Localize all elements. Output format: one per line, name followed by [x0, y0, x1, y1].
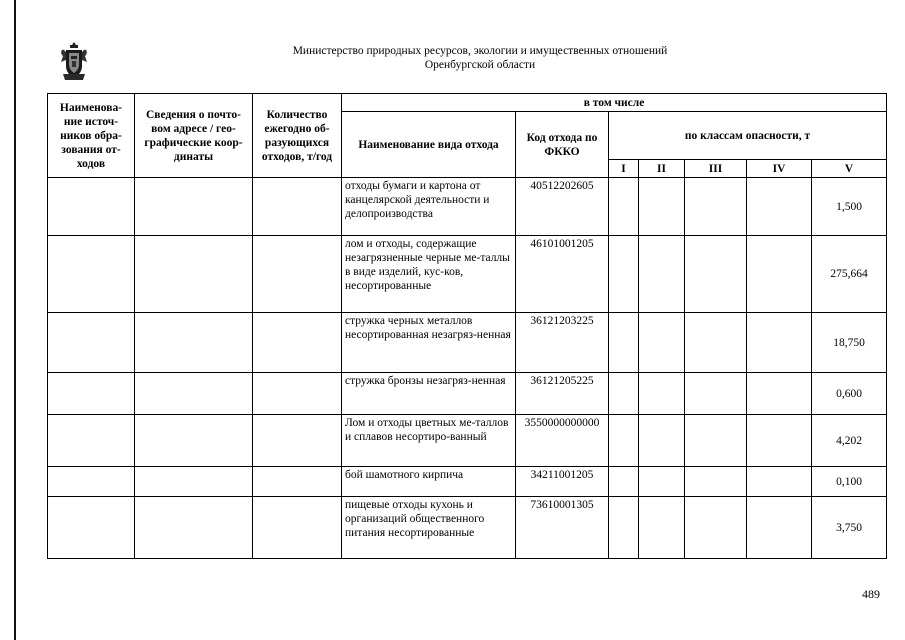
- ministry-name: Министерство природных ресурсов, экологии и имущественных отношений: [292, 45, 668, 57]
- waste-name-cell: пищевые отходы кухонь и организаций общественного питания несортированные: [342, 497, 516, 559]
- header-waste-type: Наименование вида отхода: [342, 112, 516, 178]
- fkko-code-cell: 3550000000000: [516, 415, 609, 467]
- waste-name-cell: стружка черных металлов несортированная незагряз-ненная: [342, 313, 516, 373]
- header-class-iv: IV: [747, 160, 812, 178]
- class-v-cell: 18,750: [812, 313, 887, 373]
- table-row: [48, 497, 887, 559]
- region-name: Оренбургской области: [424, 59, 536, 71]
- table-row: [48, 373, 887, 415]
- coat-of-arms-emblem: [59, 40, 89, 84]
- waste-name-cell: отходы бумаги и картона от канцелярской деятельности и делопроизводства: [342, 178, 516, 236]
- header-fkko-code: Код отхода по ФККО: [516, 112, 609, 178]
- class-v-cell: 1,500: [812, 178, 887, 236]
- class-v-cell: 275,664: [812, 236, 887, 313]
- class-v-cell: 4,202: [812, 415, 887, 467]
- header-hazard-classes: по классам опасности, т: [609, 112, 887, 160]
- header-quantity: Количество ежегодно об-разующихся отходов, т/год: [253, 94, 342, 178]
- margin-line: [14, 0, 16, 640]
- header-class-iii: III: [685, 160, 747, 178]
- class-v-cell: 0,100: [812, 467, 887, 497]
- header-source-name: Наименова-ние источ-ников обра-зования от-ходов: [48, 94, 135, 178]
- header-including: в том числе: [342, 94, 887, 112]
- header-class-v: V: [812, 160, 887, 178]
- waste-table: [47, 93, 887, 559]
- fkko-code-cell: 34211001205: [516, 467, 609, 497]
- waste-name-cell: стружка бронзы незагряз-ненная: [342, 373, 516, 415]
- waste-name-cell: бой шамотного кирпича: [342, 467, 516, 497]
- fkko-code-cell: 36121205225: [516, 373, 609, 415]
- header-class-ii: II: [639, 160, 685, 178]
- fkko-code-cell: 46101001205: [516, 236, 609, 313]
- fkko-code-cell: 36121203225: [516, 313, 609, 373]
- waste-name-cell: Лом и отходы цветных ме-таллов и сплавов несортиро-ванный: [342, 415, 516, 467]
- table-row: [48, 236, 887, 313]
- table-row: [48, 178, 887, 236]
- fkko-code-cell: 73610001305: [516, 497, 609, 559]
- table-row: [48, 313, 887, 373]
- header-class-i: I: [609, 160, 639, 178]
- table-row: [48, 467, 887, 497]
- waste-name-cell: лом и отходы, содержащие незагрязненные черные ме-таллы в виде изделий, кус-ков, несортированные: [342, 236, 516, 313]
- class-v-cell: 3,750: [812, 497, 887, 559]
- fkko-code-cell: 40512202605: [516, 178, 609, 236]
- class-v-cell: 0,600: [812, 373, 887, 415]
- header-address: Сведения о почто-вом адресе / гео-графические коор-динаты: [135, 94, 253, 178]
- page-number: 489: [862, 587, 880, 601]
- table-row: [48, 415, 887, 467]
